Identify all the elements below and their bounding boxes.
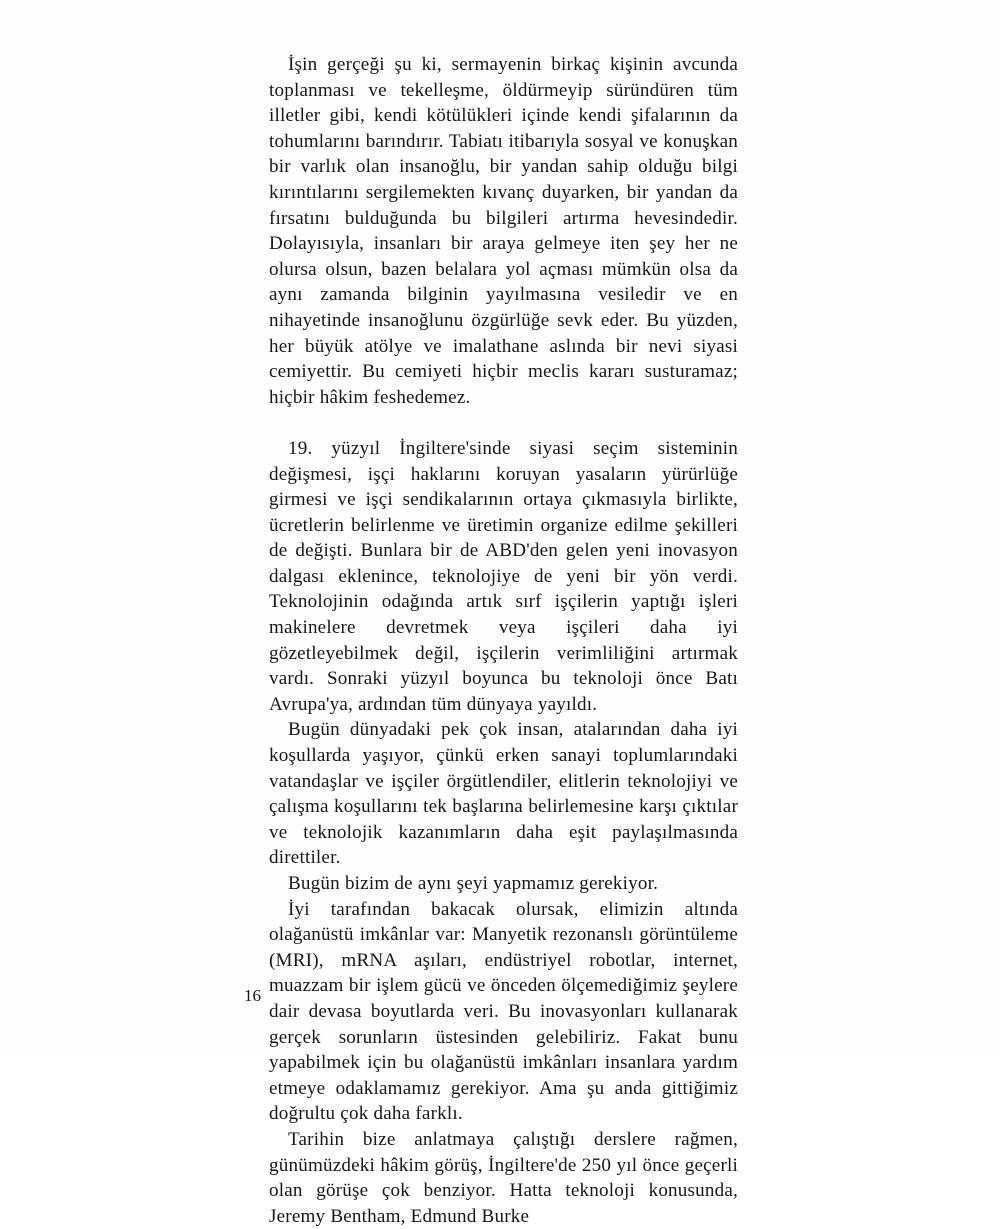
page-number: 16 xyxy=(244,986,261,1005)
paragraph-2: 19. yüzyıl İngiltere'sinde siyasi seçim sisteminin değişmesi, işçi haklarını koruyan yasaların yürürlüğe girmesi ve işçi sendikalarının ortaya çıkmasıyla birlikte, ücretlerin belirlenme ve üretimin organize edilme şekilleri de değişti. Bunlara bir de ABD'den gelen yeni inovasyon dalgası eklenince, teknolojiye de yeni bir yön verdi. Teknolojinin odağında artık sırf işçilerin yaptığı işleri makinelere devretmek veya işçileri daha iyi gözetleyebilmek değil, işçilerin verimliliğini artırmak vardı. Sonraki yüzyıl boyunca bu teknoloji önce Batı Avrupa'ya, ardından tüm dünyaya yayıldı. xyxy=(269,437,738,715)
paragraph-3: Bugün dünyadaki pek çok insan, atalarından daha iyi koşullarda yaşıyor, çünkü erken sanayi toplumlarındaki vatandaşlar ve işçiler örgütlendiler, elitlerin teknolojiyi ve çalışma koşullarını tek başlarına belirlemesine karşı çıktılar ve teknolojik kazanımların daha eşit paylaşılmasında direttiler. xyxy=(269,719,738,869)
page-text-block xyxy=(269,52,738,1229)
paragraph-4: Bugün bizim de aynı şeyi yapmamız gerekiyor. xyxy=(288,873,659,894)
paragraph-1: İşin gerçeği şu ki, sermayenin birkaç kişinin avcunda toplanması ve tekelleşme, öldürmeyip süründüren tüm illetler gibi, kendi kötülükleri içinde kendi şifalarının da tohumlarını barındırır. Tabiatı itibarıyla sosyal ve konuşkan bir varlık olan insanoğlu, bir yandan sahip olduğu bilgi kırıntılarını sergilemekten kıvanç duyarken, bir yandan da fırsatını bulduğunda bu bilgileri artırma hevesindedir. Dolayısıyla, insanları bir araya gelmeye iten şey her ne olursa olsun, bazen belalara yol açması mümkün olsa da aynı zamanda bilginin yayılmasına vesiledir ve en nihayetinde insanoğlunu özgürlüğe sevk eder. Bu yüzden, her büyük atölye ve imalathane aslında bir nevi siyasi cemiyettir. Bu cemiyeti hiçbir meclis kararı susturamaz; hiçbir hâkim feshedemez. xyxy=(269,54,738,408)
paragraph-6: Tarihin bize anlatmaya çalıştığı derslere rağmen, günümüzdeki hâkim görüş, İngiltere'de 250 yıl önce geçerli olan görüşe çok benziyor. Hatta teknoloji konusunda, Jeremy Bentham, Edmund Burke xyxy=(269,1128,738,1227)
paragraph-5: İyi tarafından bakacak olursak, elimizin altında olağanüstü imkânlar var: Manyetik rezonanslı görüntüleme (MRI), mRNA aşıları, endüstriyel robotlar, internet, muazzam bir işlem gücü ve önceden ölçemediğimiz şeylere dair devasa boyutlarda veri. Bu inovasyonları kullanarak gerçek sorunların üstesinden gelebiliriz. Fakat bunu yapabilmek için bu olağanüstü imkânları insanlara yardım etmeye odaklamamız gerekiyor. Ama şu anda gittiğimiz doğrultu çok daha farklı. xyxy=(269,898,738,1125)
